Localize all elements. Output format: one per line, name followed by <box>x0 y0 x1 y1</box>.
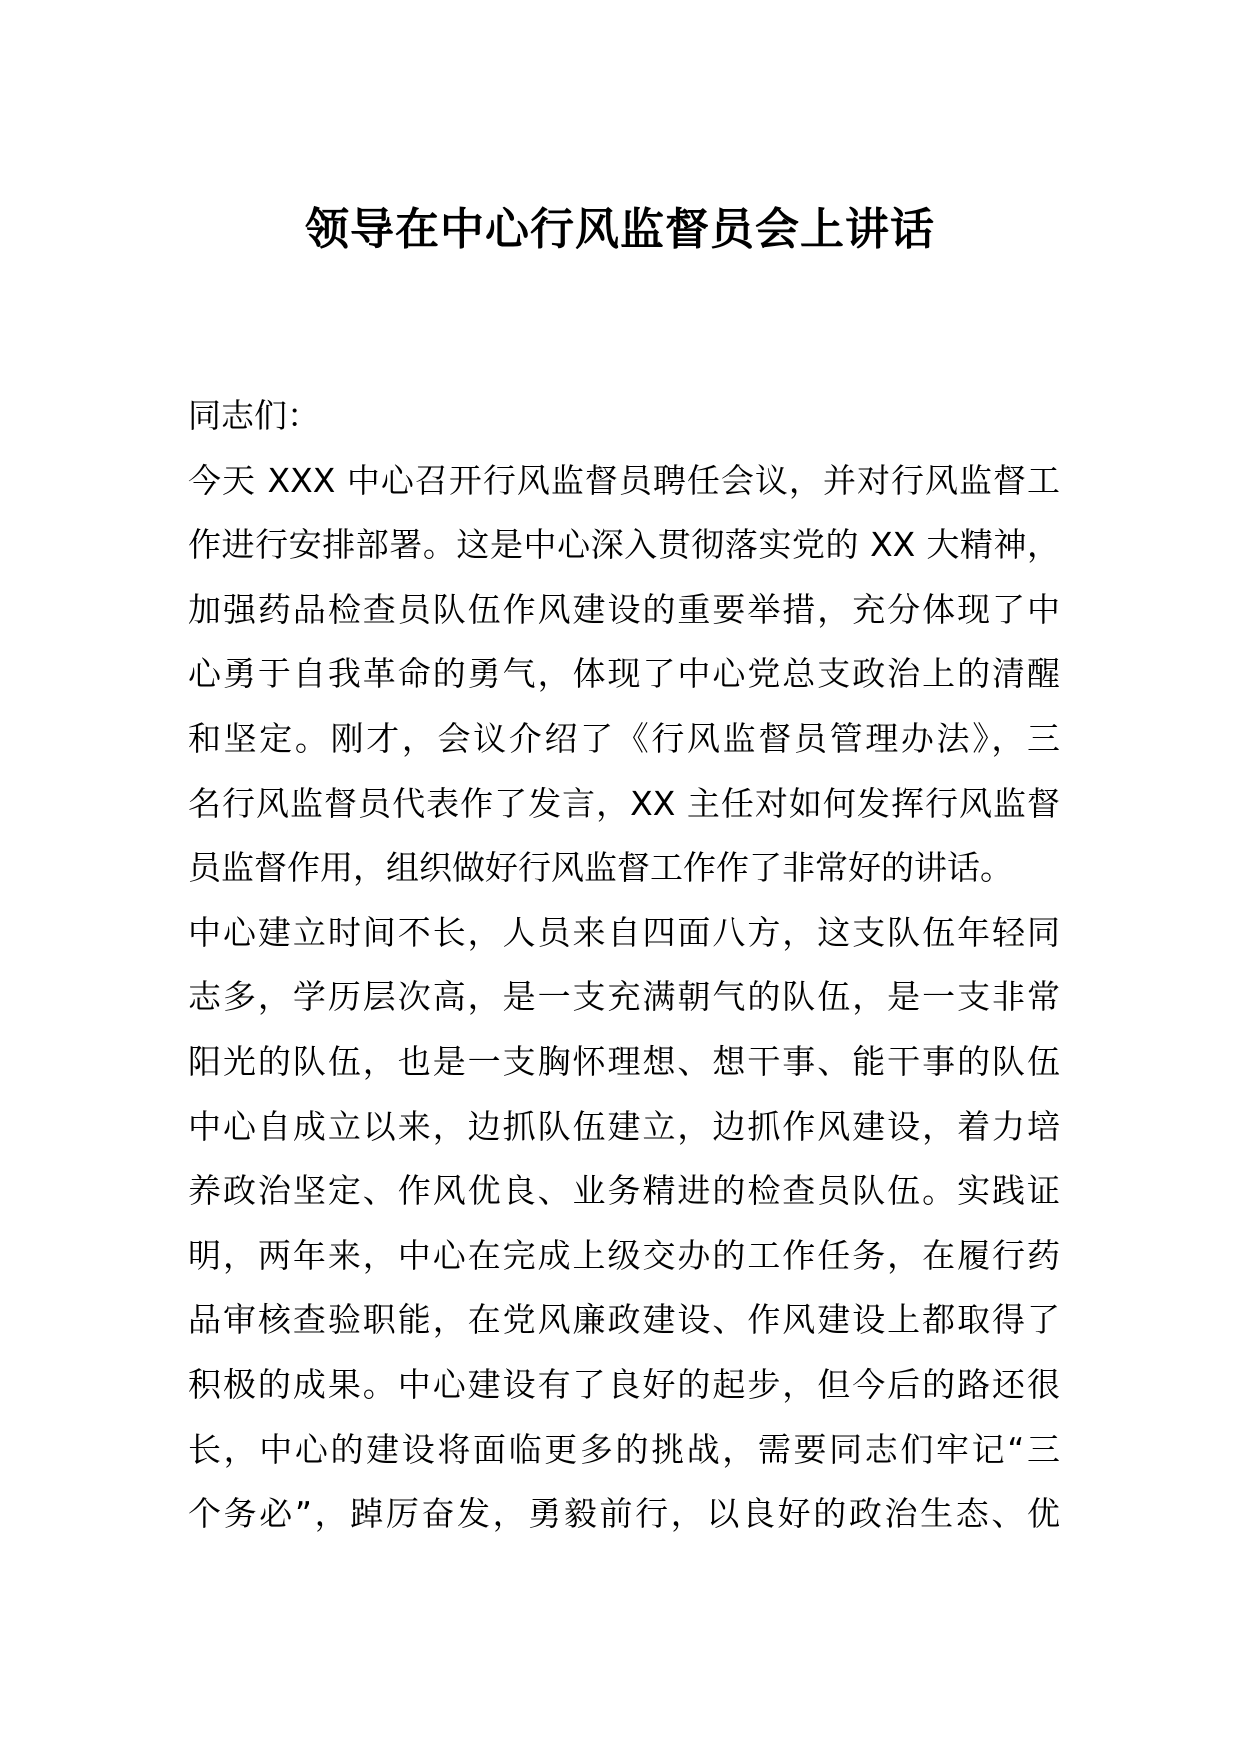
body-line: 加强药品检查员队伍作风建设的重要举措，充分体现了中 <box>188 589 1060 629</box>
body-line: 品审核查验职能，在党风廉政建设、作风建设上都取得了 <box>188 1300 1060 1340</box>
body-line: 积极的成果。中心建设有了良好的起步，但今后的路还很 <box>188 1364 1060 1404</box>
body-line: 养政治坚定、作风优良、业务精进的检查员队伍。实践证 <box>188 1171 1060 1211</box>
body-line: 中心建立时间不长，人员来自四面八方，这支队伍年轻同 <box>188 912 1060 952</box>
body-line: 作进行安排部署。这是中心深入贯彻落实党的 XX 大精神， <box>188 525 1060 565</box>
body-line: 阳光的队伍，也是一支胸怀理想、想干事、能干事的队伍 <box>188 1041 1060 1081</box>
document-body <box>188 384 1060 1547</box>
body-line: 今天 XXX 中心召开行风监督员聘任会议，并对行风监督工 <box>188 460 1060 500</box>
body-line: 和坚定。刚才，会议介绍了《行风监督员管理办法》，三 <box>188 718 1060 758</box>
body-line: 心勇于自我革命的勇气，体现了中心党总支政治上的清醒 <box>188 654 1060 694</box>
body-line: 长，中心的建设将面临更多的挑战，需要同志们牢记“三 <box>188 1429 1060 1469</box>
body-line: 明，两年来，中心在完成上级交办的工作任务，在履行药 <box>188 1235 1060 1275</box>
document-title: 领导在中心行风监督员会上讲话 <box>305 204 935 255</box>
body-line: 志多，学历层次高，是一支充满朝气的队伍，是一支非常 <box>188 977 1060 1017</box>
body-line: 个务必”，踔厉奋发，勇毅前行，以良好的政治生态、优 <box>188 1494 1060 1534</box>
salutation: 同志们： <box>188 396 320 435</box>
body-line: 名行风监督员代表作了发言，XX 主任对如何发挥行风监督 <box>188 783 1060 823</box>
body-line: 员监督作用，组织做好行风监督工作作了非常好的讲话。 <box>188 848 1013 888</box>
body-line: 中心自成立以来，边抓队伍建立，边抓作风建设，着力培 <box>188 1106 1060 1146</box>
